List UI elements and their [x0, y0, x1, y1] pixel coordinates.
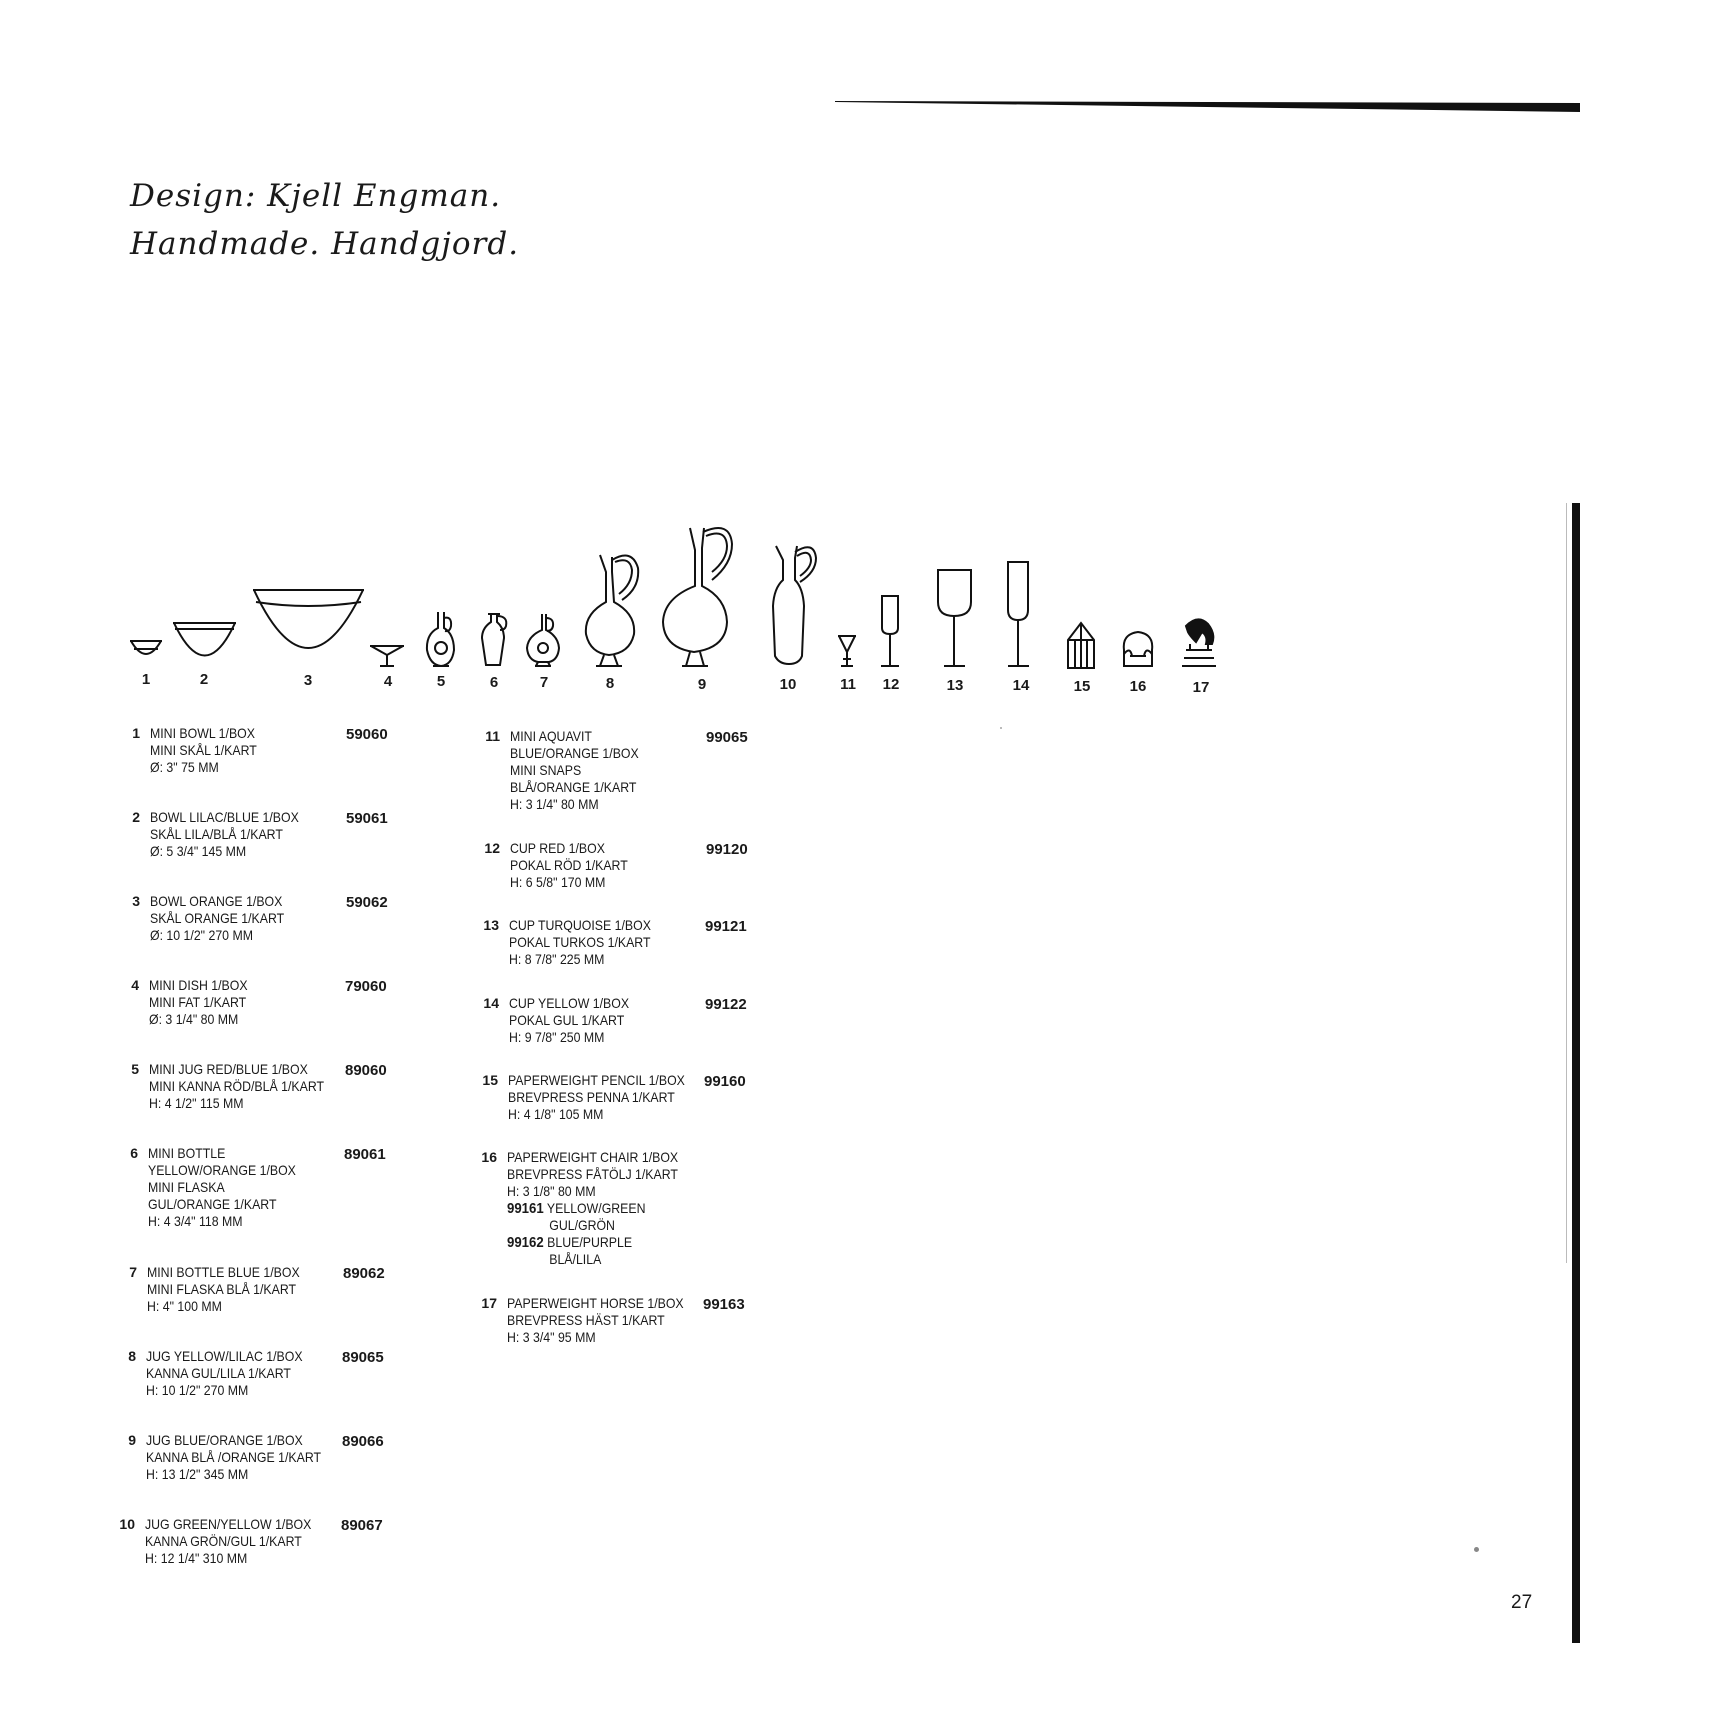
item-number: 15: [482, 1072, 498, 1088]
item-number: 3: [132, 893, 140, 909]
figure-number: 14: [1012, 677, 1030, 694]
item-line: SKÅL ORANGE 1/KART: [150, 910, 285, 926]
heading-handmade: Handmade. Handgjord.: [130, 226, 520, 262]
item-line: CUP YELLOW 1/BOX: [509, 995, 630, 1011]
item-number: 2: [132, 809, 140, 825]
item-code: 99120: [706, 841, 748, 858]
item-line: H: 4" 100 MM: [147, 1298, 222, 1314]
figure-number: 11: [840, 676, 856, 693]
figure-number: 2: [199, 671, 209, 688]
item-line: H: 3 1/4" 80 MM: [510, 796, 599, 812]
product-silhouettes: [0, 510, 1733, 670]
item-line: MINI BOTTLE BLUE 1/BOX: [147, 1264, 300, 1280]
item-line: H: 10 1/2" 270 MM: [146, 1382, 249, 1398]
cup-red-figure: [881, 596, 899, 666]
item-line: H: 12 1/4" 310 MM: [145, 1550, 248, 1566]
item-number: 14: [483, 995, 499, 1011]
item-line: MINI SKÅL 1/KART: [150, 742, 257, 758]
paperweight-horse-figure: [1182, 619, 1216, 666]
item-code: 99163: [703, 1296, 745, 1313]
figure-number: 12: [882, 676, 900, 693]
figure-number: 3: [303, 672, 313, 689]
figure-number: 13: [946, 677, 964, 694]
item-line: MINI KANNA RÖD/BLÅ 1/KART: [149, 1078, 325, 1094]
item-line: JUG GREEN/YELLOW 1/BOX: [145, 1516, 312, 1532]
mini-bottle-blue-figure: [527, 614, 559, 666]
item-number: 10: [119, 1516, 135, 1532]
item-variant: [507, 1200, 705, 1234]
mini-dish-figure: [370, 646, 404, 666]
item-line: BREVPRESS PENNA 1/KART: [508, 1089, 675, 1105]
item-line: H: 13 1/2" 345 MM: [146, 1466, 249, 1482]
item-code: 89061: [344, 1146, 386, 1163]
item-line: BLUE/ORANGE 1/BOX: [510, 745, 639, 761]
item-code: 89062: [343, 1265, 385, 1282]
mini-aquavit-figure: [838, 636, 856, 666]
item-line: H: 3 3/4" 95 MM: [507, 1329, 596, 1345]
jug-green-yellow-figure: [773, 546, 816, 664]
item-line: POKAL RÖD 1/KART: [510, 857, 628, 873]
item-line: BOWL ORANGE 1/BOX: [150, 893, 283, 909]
item-line: POKAL GUL 1/KART: [509, 1012, 625, 1028]
item-line: JUG YELLOW/LILAC 1/BOX: [146, 1348, 303, 1364]
heading-designer: Design: Kjell Engman.: [130, 178, 502, 214]
item-line: MINI FAT 1/KART: [149, 994, 247, 1010]
figure-number: 10: [779, 676, 797, 693]
print-speck: [1000, 727, 1002, 729]
item-line: H: 3 1/8" 80 MM: [507, 1183, 596, 1199]
figure-number: 1: [141, 671, 151, 688]
item-line: H: 6 5/8" 170 MM: [510, 874, 606, 890]
item-number: 11: [485, 728, 500, 744]
item-line: SKÅL LILA/BLÅ 1/KART: [150, 826, 283, 842]
item-line: MINI DISH 1/BOX: [149, 977, 248, 993]
item-line: GUL/ORANGE 1/KART: [148, 1196, 277, 1212]
item-variant: [507, 1234, 705, 1268]
item-line: BREVPRESS HÄST 1/KART: [507, 1312, 665, 1328]
product-figures: [0, 510, 1733, 710]
mini-jug-figure: [427, 612, 454, 666]
figure-number: 9: [697, 676, 707, 693]
item-code: 99065: [706, 729, 748, 746]
jug-blue-orange-figure: [663, 528, 732, 666]
figure-number: 16: [1129, 678, 1147, 695]
item-line: JUG BLUE/ORANGE 1/BOX: [146, 1432, 303, 1448]
item-code: 99122: [705, 996, 747, 1013]
item-code: 99160: [704, 1073, 746, 1090]
item-line: MINI SNAPS: [510, 762, 582, 778]
variant-color: YELLOW/GREEN: [546, 1200, 646, 1216]
figure-number: 8: [605, 675, 615, 692]
item-code: 59060: [346, 726, 388, 743]
top-rule: [835, 100, 1580, 112]
item-code: 79060: [345, 978, 387, 995]
bowl-lilac-figure: [173, 623, 236, 656]
figure-number: 15: [1073, 678, 1091, 695]
item-number: 9: [128, 1432, 136, 1448]
item-code: 59062: [346, 894, 388, 911]
item-line: CUP TURQUOISE 1/BOX: [509, 917, 651, 933]
design-heading: [130, 172, 519, 268]
item-line: MINI FLASKA BLÅ 1/KART: [147, 1281, 297, 1297]
item-line: Ø: 3" 75 MM: [150, 759, 219, 775]
item-code: 89067: [341, 1517, 383, 1534]
item-number: 16: [481, 1149, 497, 1165]
item-line: POKAL TURKOS 1/KART: [509, 934, 651, 950]
item-line: CUP RED 1/BOX: [510, 840, 605, 856]
item-line: MINI AQUAVIT: [510, 728, 592, 744]
item-number: 12: [484, 840, 500, 856]
item-number: 1: [132, 725, 140, 741]
print-speck: [1474, 1547, 1479, 1552]
figure-number: 7: [539, 674, 549, 691]
item-number: 4: [131, 977, 139, 993]
item-line: MINI BOWL 1/BOX: [150, 725, 255, 741]
item-code: 89060: [345, 1062, 387, 1079]
item-number: 5: [131, 1061, 139, 1077]
jug-yellow-lilac-figure: [586, 555, 638, 666]
item-line: BLÅ/ORANGE 1/KART: [510, 779, 637, 795]
item-code: 59061: [346, 810, 388, 827]
variant-color: BLUE/PURPLE: [547, 1234, 633, 1250]
item-line: PAPERWEIGHT HORSE 1/BOX: [507, 1295, 684, 1311]
item-line: H: 4 1/2" 115 MM: [149, 1095, 244, 1111]
item-number: 17: [481, 1295, 497, 1311]
cup-turquoise-figure: [938, 570, 971, 666]
item-line: KANNA GUL/LILA 1/KART: [146, 1365, 291, 1381]
item-code: 89066: [342, 1433, 384, 1450]
item-line: YELLOW/ORANGE 1/BOX: [148, 1162, 296, 1178]
item-line: MINI FLASKA: [148, 1179, 225, 1195]
item-line: Ø: 10 1/2" 270 MM: [150, 927, 253, 943]
item-line: BREVPRESS FÅTÖLJ 1/KART: [507, 1166, 678, 1182]
page-number: 27: [1511, 1592, 1533, 1613]
figure-number: 17: [1192, 679, 1210, 696]
item-number: 13: [483, 917, 499, 933]
variant-color-sv: GUL/GRÖN: [549, 1217, 615, 1233]
item-line: PAPERWEIGHT PENCIL 1/BOX: [508, 1072, 685, 1088]
item-line: H: 9 7/8" 250 MM: [509, 1029, 605, 1045]
item-line: Ø: 3 1/4" 80 MM: [149, 1011, 239, 1027]
mini-bowl-figure: [130, 641, 162, 654]
item-number: 8: [128, 1348, 136, 1364]
item-line: H: 4 1/8" 105 MM: [508, 1106, 604, 1122]
item-line: H: 4 3/4" 118 MM: [148, 1213, 243, 1229]
item-line: Ø: 5 3/4" 145 MM: [150, 843, 247, 859]
item-line: BOWL LILAC/BLUE 1/BOX: [150, 809, 299, 825]
cup-yellow-figure: [1008, 562, 1029, 666]
paperweight-chair-figure: [1124, 632, 1152, 666]
figure-number: 4: [383, 673, 393, 690]
item-line: MINI BOTTLE: [148, 1145, 226, 1161]
bowl-orange-figure: [253, 590, 364, 648]
variant-code: 99161: [507, 1200, 544, 1217]
item-line: KANNA BLÅ /ORANGE 1/KART: [146, 1449, 322, 1465]
variant-color-sv: BLÅ/LILA: [549, 1251, 602, 1267]
paperweight-pencil-figure: [1068, 623, 1094, 668]
item-line: H: 8 7/8" 225 MM: [509, 951, 605, 967]
figure-number: 5: [436, 673, 446, 690]
item-code: 99121: [705, 918, 747, 935]
item-number: 7: [129, 1264, 137, 1280]
item-number: 6: [130, 1145, 138, 1161]
item-line: PAPERWEIGHT CHAIR 1/BOX: [507, 1149, 679, 1165]
item-line: KANNA GRÖN/GUL 1/KART: [145, 1533, 302, 1549]
variant-code: 99162: [507, 1234, 544, 1251]
mini-bottle-figure: [482, 614, 506, 665]
figure-number: 6: [489, 674, 499, 691]
item-code: 89065: [342, 1349, 384, 1366]
item-line: MINI JUG RED/BLUE 1/BOX: [149, 1061, 308, 1077]
